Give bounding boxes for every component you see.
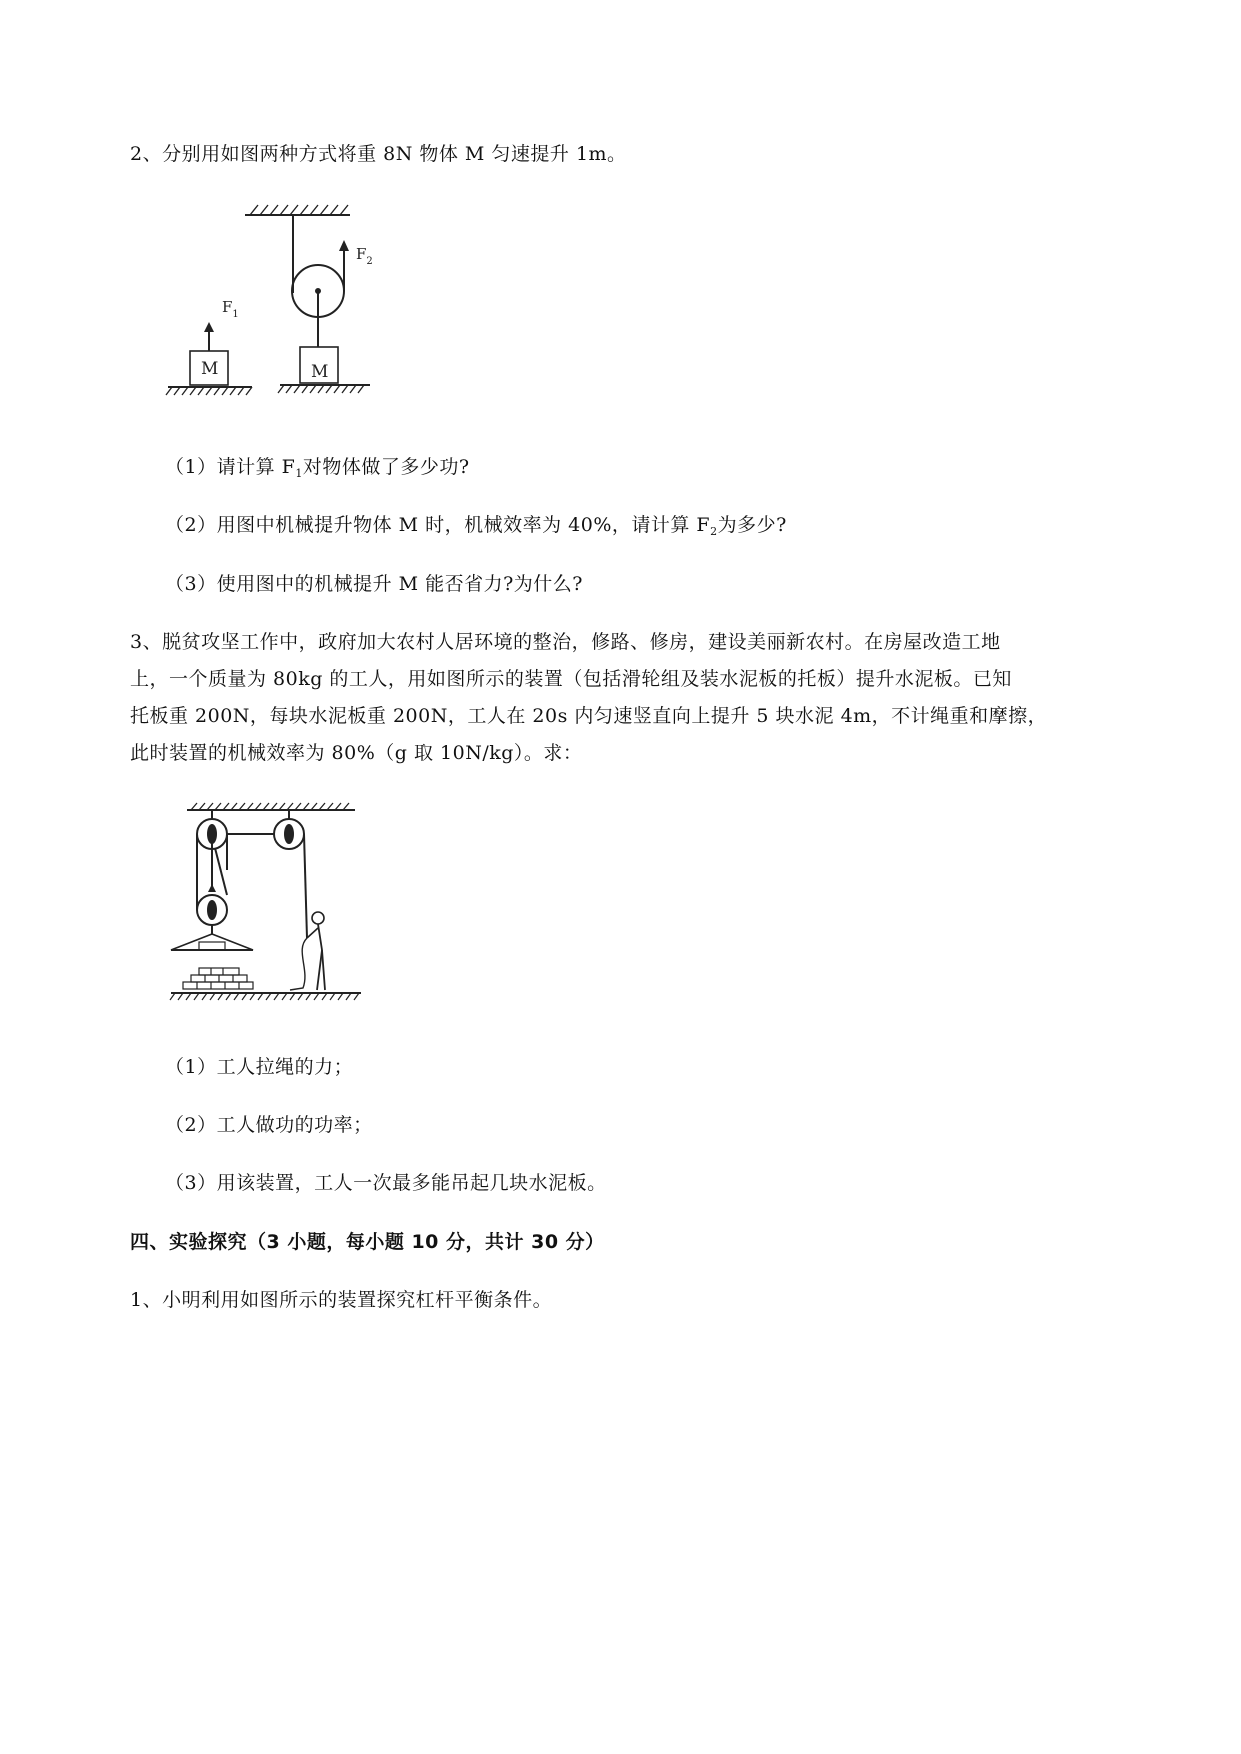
- f1-arrowhead: [204, 322, 214, 332]
- q3-sub2: （2）工人做功的功率；: [165, 1114, 373, 1136]
- q3-stem-line-4: 此时装置的机械效率为 80%（g 取 10N/kg）。求：: [130, 742, 583, 764]
- q2-sub1: （1）请计算 $F_1$对物体做了多少功?: [165, 456, 470, 480]
- section-4-q1: 1、小明利用如图所示的装置探究杠杆平衡条件。: [130, 1289, 553, 1311]
- q3-sub3: （3）用该装置，工人一次最多能吊起几块水泥板。: [165, 1172, 607, 1194]
- q2-sub2: （2）用图中机械提升物体 M 时，机械效率为 40%，请计算 $F_2$为多少?: [165, 514, 787, 538]
- block-right-label: M: [311, 362, 329, 382]
- q3-stem-line-1: 3、脱贫攻坚工作中，政府加大农村人居环境的整治，修路、修房，建设美丽新农村。在房屋改造工地: [130, 631, 1001, 653]
- q3-sub1: （1）工人拉绳的力；: [165, 1056, 354, 1078]
- q3-pulley-block-figure: [165, 800, 365, 1015]
- q2-pulley-figure: [160, 195, 400, 415]
- section-4-heading: 四、实验探究（3 小题，每小题 10 分，共计 30 分）: [130, 1231, 605, 1253]
- f1-label: $F_1$: [222, 298, 239, 320]
- q2-stem: 2、分别用如图两种方式将重 8N 物体 M 匀速提升 1m。: [130, 143, 627, 165]
- q2-sub3: （3）使用图中的机械提升 M 能否省力?为什么?: [165, 573, 583, 595]
- q3-stem-line-3: 托板重 200N，每块水泥板重 200N，工人在 20s 内匀速竖直向上提升 5 块水泥 4m，不计绳重和摩擦，: [130, 705, 1048, 727]
- f2-label: $F_2$: [356, 245, 373, 267]
- block-left-label: M: [201, 359, 219, 379]
- q3-stem-line-2: 上，一个质量为 80kg 的工人，用如图所示的装置（包括滑轮组及装水泥板的托板）提升水泥板。已知: [130, 668, 1012, 690]
- f2-arrowhead: [339, 240, 349, 251]
